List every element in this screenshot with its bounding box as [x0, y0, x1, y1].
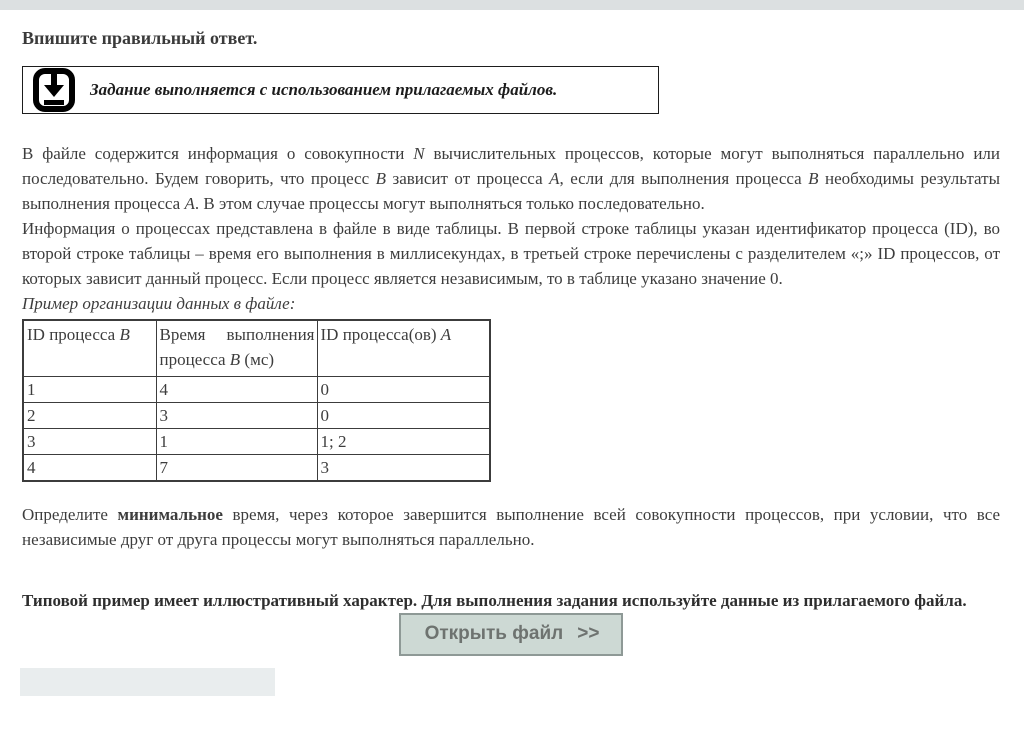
table-header-cell-id-b — [23, 320, 156, 376]
button-row — [22, 613, 1000, 656]
question-text: время, через которое завершится выполнение всей совокупности процессов, при условии, что все независимые друг от друга процессы могут выполняться параллельно. — [22, 504, 1000, 549]
table-cell: 3 — [23, 428, 156, 454]
table-cell: 1 — [23, 376, 156, 402]
table-row — [23, 376, 490, 402]
header-text: (мс) — [240, 350, 275, 369]
task-description — [22, 141, 1000, 316]
table-cell: 7 — [156, 454, 317, 481]
variable-b: B — [375, 169, 386, 188]
table-cell: 1; 2 — [317, 428, 490, 454]
table-cell: 0 — [317, 376, 490, 402]
page-title: Впишите правильный ответ. — [22, 28, 258, 48]
variable-n: N — [413, 144, 425, 163]
para1-text: , если для выполнения процесса — [559, 169, 809, 188]
para1-text: необходимы результаты выполнения процесса — [22, 169, 1000, 213]
para1-text: зависит от процесса — [386, 169, 550, 188]
table-row — [23, 428, 490, 454]
answer-input[interactable] — [20, 668, 275, 696]
table-cell: 3 — [317, 454, 490, 481]
table-cell: 0 — [317, 402, 490, 428]
table-row — [23, 402, 490, 428]
download-icon — [32, 67, 76, 113]
variable-a: A — [549, 169, 560, 188]
variable-a: A — [184, 194, 195, 213]
header-text: ID процесса — [27, 325, 120, 344]
task-page — [0, 10, 1024, 696]
example-table — [22, 319, 491, 482]
variable-b: B — [229, 350, 241, 369]
header-text: Время выполнения процесса — [159, 325, 315, 369]
table-cell: 1 — [156, 428, 317, 454]
para2-text: Информация о процессах представлена в файле в виде таблицы. В первой строке таблицы указан идентификатор процесса (ID), во второй строке таблицы – время его выполнения в миллисекундах, в третьей строке перечислены с разделителем «;» ID процессов, от которых зависит данный процесс. Если процесс является независимым, то в таблице указано значение 0. — [22, 219, 1000, 288]
table-cell: 3 — [156, 402, 317, 428]
variable-a: A — [440, 325, 452, 344]
question-text: Определите — [22, 504, 118, 524]
example-caption: Пример организации данных в файле: — [22, 294, 296, 313]
attachment-notice — [22, 66, 659, 114]
header-text: ID процесса(ов) — [320, 325, 441, 344]
table-header-cell-id-a — [317, 320, 490, 376]
para1-text: В файле содержится информация о совокупности — [22, 144, 414, 163]
table-cell: 2 — [23, 402, 156, 428]
para1-text: . В этом случае процессы могут выполняться только последовательно. — [194, 194, 705, 213]
open-file-button-label: Открыть файл — [424, 622, 564, 644]
table-cell: 4 — [156, 376, 317, 402]
table-row — [23, 454, 490, 481]
open-file-button-arrows: >> — [577, 622, 600, 644]
top-bar — [0, 0, 1024, 10]
variable-b: B — [808, 169, 819, 188]
para1-text: вычислительных процессов, которые могут выполняться параллельно или последовательно. Будем говорить, что процесс — [22, 144, 1000, 188]
variable-b: B — [119, 325, 130, 344]
table-header-row — [23, 320, 490, 376]
table-cell: 4 — [23, 454, 156, 481]
question-paragraph — [22, 502, 1000, 552]
open-file-button[interactable] — [399, 613, 624, 656]
attachment-notice-text: Задание выполняется с использованием прилагаемых файлов. — [90, 80, 558, 99]
question-emphasis: минимальное — [117, 504, 223, 524]
note-paragraph: Типовой пример имеет иллюстративный характер. Для выполнения задания используйте данные из прилагаемого файла. — [22, 590, 967, 610]
table-header-cell-time — [156, 320, 317, 376]
